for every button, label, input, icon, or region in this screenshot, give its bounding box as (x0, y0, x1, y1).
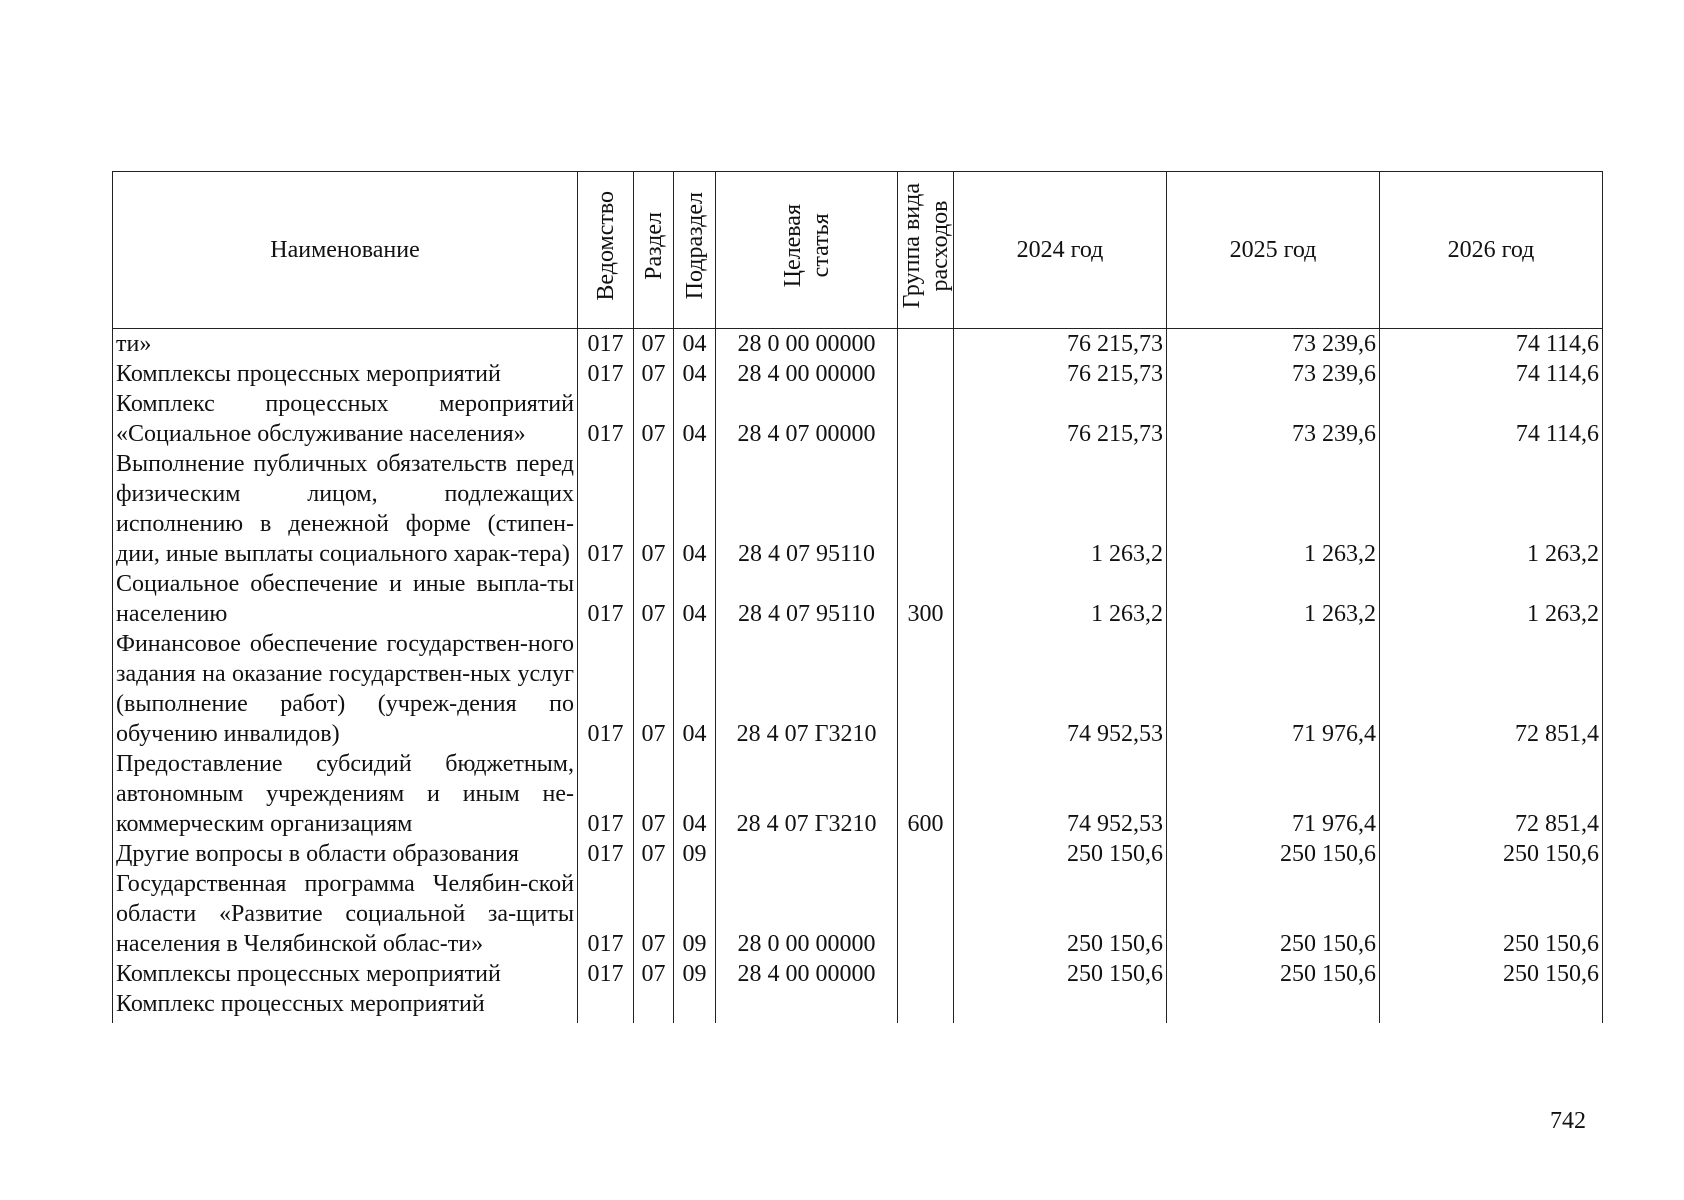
cell-year-2026: 74 114,6 (1380, 359, 1603, 389)
cell-year-2024: 76 215,73 (954, 359, 1167, 389)
header-year-2026: 2026 год (1380, 172, 1603, 329)
cell-year-2026: 250 150,6 (1380, 959, 1603, 989)
cell-name: Социальное обеспечение и иные выпла-ты населению (113, 569, 578, 629)
cell-year-2025: 73 239,6 (1167, 329, 1380, 360)
cell-year-2024: 250 150,6 (954, 869, 1167, 959)
header-year-2024: 2024 год (954, 172, 1167, 329)
table-header (113, 172, 1603, 329)
cell-name: Комплекс процессных мероприятий «Социальное обслуживание населения» (113, 389, 578, 449)
cell-section: 07 (634, 959, 674, 989)
cell-year-2026: 1 263,2 (1380, 569, 1603, 629)
page-number: 742 (1550, 1108, 1586, 1134)
cell-department: 017 (578, 569, 634, 629)
cell-year-2024: 76 215,73 (954, 329, 1167, 360)
header-target-item: Целевая статья (716, 172, 898, 329)
cell-department: 017 (578, 749, 634, 839)
table-row (113, 989, 1603, 1023)
cell-year-2025: 1 263,2 (1167, 449, 1380, 569)
cell-department (578, 989, 634, 1023)
cell-department: 017 (578, 389, 634, 449)
table-row (113, 959, 1603, 989)
cell-department: 017 (578, 359, 634, 389)
cell-expense-group: 300 (898, 569, 954, 629)
table-row (113, 569, 1603, 629)
table-body (113, 329, 1603, 1024)
cell-section: 07 (634, 449, 674, 569)
cell-subsection: 04 (674, 569, 716, 629)
cell-name: Комплекс процессных мероприятий (113, 989, 578, 1023)
cell-subsection: 09 (674, 869, 716, 959)
cell-year-2025 (1167, 989, 1380, 1023)
cell-year-2026: 1 263,2 (1380, 449, 1603, 569)
cell-year-2024: 1 263,2 (954, 569, 1167, 629)
cell-section: 07 (634, 839, 674, 869)
cell-subsection: 04 (674, 359, 716, 389)
header-expense-group: Группа вида расходов (898, 172, 954, 329)
cell-expense-group (898, 959, 954, 989)
table-row (113, 329, 1603, 360)
table-row (113, 389, 1603, 449)
header-subsection: Подраздел (674, 172, 716, 329)
cell-name: ти» (113, 329, 578, 360)
cell-department: 017 (578, 839, 634, 869)
cell-expense-group: 600 (898, 749, 954, 839)
cell-department: 017 (578, 869, 634, 959)
cell-subsection: 04 (674, 389, 716, 449)
header-year-2025: 2025 год (1167, 172, 1380, 329)
cell-target-item: 28 0 00 00000 (716, 329, 898, 360)
cell-year-2024: 74 952,53 (954, 749, 1167, 839)
table-row (113, 839, 1603, 869)
budget-table (112, 171, 1603, 1023)
cell-expense-group (898, 869, 954, 959)
cell-year-2024: 250 150,6 (954, 959, 1167, 989)
table-row (113, 869, 1603, 959)
cell-target-item: 28 4 07 Г3210 (716, 749, 898, 839)
cell-target-item: 28 4 07 95110 (716, 569, 898, 629)
cell-year-2025: 250 150,6 (1167, 839, 1380, 869)
cell-section: 07 (634, 359, 674, 389)
table-row (113, 449, 1603, 569)
header-name: Наименование (113, 172, 578, 329)
header-section: Раздел (634, 172, 674, 329)
cell-expense-group (898, 449, 954, 569)
cell-year-2025: 250 150,6 (1167, 869, 1380, 959)
cell-year-2026: 250 150,6 (1380, 839, 1603, 869)
cell-department: 017 (578, 959, 634, 989)
cell-subsection: 09 (674, 959, 716, 989)
cell-subsection: 04 (674, 629, 716, 749)
cell-name: Комплексы процессных мероприятий (113, 959, 578, 989)
cell-expense-group (898, 329, 954, 360)
cell-section (634, 989, 674, 1023)
cell-name: Комплексы процессных мероприятий (113, 359, 578, 389)
cell-target-item: 28 4 07 95110 (716, 449, 898, 569)
cell-target-item: 28 4 00 00000 (716, 959, 898, 989)
cell-year-2025: 71 976,4 (1167, 749, 1380, 839)
cell-year-2024: 1 263,2 (954, 449, 1167, 569)
cell-year-2025: 71 976,4 (1167, 629, 1380, 749)
cell-year-2026: 72 851,4 (1380, 629, 1603, 749)
cell-expense-group (898, 839, 954, 869)
cell-subsection: 04 (674, 449, 716, 569)
cell-section: 07 (634, 749, 674, 839)
cell-year-2026: 250 150,6 (1380, 869, 1603, 959)
cell-department: 017 (578, 329, 634, 360)
cell-year-2026: 74 114,6 (1380, 329, 1603, 360)
cell-subsection: 04 (674, 329, 716, 360)
cell-year-2025: 73 239,6 (1167, 359, 1380, 389)
cell-year-2025: 250 150,6 (1167, 959, 1380, 989)
cell-target-item (716, 839, 898, 869)
cell-subsection (674, 989, 716, 1023)
table-row (113, 629, 1603, 749)
cell-name: Предоставление субсидий бюджетным, автономным учреждениям и иным не-коммерческим организациям (113, 749, 578, 839)
cell-year-2024 (954, 989, 1167, 1023)
cell-name: Финансовое обеспечение государствен-ного задания на оказание государствен-ных услуг (выполнение работ) (учреж-дения по обучению инвалидов) (113, 629, 578, 749)
cell-year-2025: 73 239,6 (1167, 389, 1380, 449)
cell-section: 07 (634, 569, 674, 629)
cell-year-2026 (1380, 989, 1603, 1023)
cell-year-2024: 250 150,6 (954, 839, 1167, 869)
cell-year-2024: 76 215,73 (954, 389, 1167, 449)
cell-subsection: 09 (674, 839, 716, 869)
cell-year-2026: 72 851,4 (1380, 749, 1603, 839)
cell-target-item: 28 4 00 00000 (716, 359, 898, 389)
cell-name: Выполнение публичных обязательств перед физическим лицом, подлежащих исполнению в денежной форме (стипен-дии, иные выплаты социального харак-тера) (113, 449, 578, 569)
cell-name: Государственная программа Челябин-ской области «Развитие социальной за-щиты населения в Челябинской облас-ти» (113, 869, 578, 959)
table-row (113, 359, 1603, 389)
cell-section: 07 (634, 389, 674, 449)
cell-expense-group (898, 359, 954, 389)
cell-expense-group (898, 629, 954, 749)
cell-expense-group (898, 989, 954, 1023)
cell-section: 07 (634, 329, 674, 360)
cell-target-item: 28 4 07 00000 (716, 389, 898, 449)
cell-subsection: 04 (674, 749, 716, 839)
cell-name: Другие вопросы в области образования (113, 839, 578, 869)
cell-department: 017 (578, 629, 634, 749)
cell-year-2025: 1 263,2 (1167, 569, 1380, 629)
cell-department: 017 (578, 449, 634, 569)
header-department: Ведомство (578, 172, 634, 329)
cell-year-2024: 74 952,53 (954, 629, 1167, 749)
cell-year-2026: 74 114,6 (1380, 389, 1603, 449)
table-row (113, 749, 1603, 839)
cell-target-item: 28 4 07 Г3210 (716, 629, 898, 749)
cell-target-item (716, 989, 898, 1023)
cell-target-item: 28 0 00 00000 (716, 869, 898, 959)
cell-expense-group (898, 389, 954, 449)
cell-section: 07 (634, 629, 674, 749)
cell-section: 07 (634, 869, 674, 959)
